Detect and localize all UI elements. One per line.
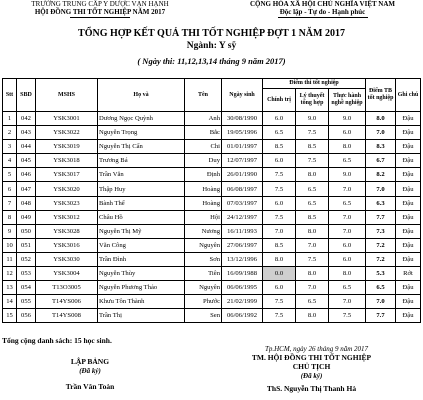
cell-ho: Nguyễn Phương Thảo: [98, 281, 185, 295]
cell-chinh-tri: 6.5: [263, 126, 296, 140]
cell-diem-tb: 5.3: [366, 267, 396, 281]
cell-dob: 16/11/1993: [222, 224, 263, 238]
cell-mshs: YSK3017: [36, 168, 98, 182]
header-stt: Stt: [3, 79, 17, 112]
cell-ghi-chu: Đậu: [396, 238, 421, 252]
table-row: [3, 281, 421, 295]
cell-ten: Tiên: [185, 267, 222, 281]
cell-dob: 30/08/1990: [222, 112, 263, 126]
cell-stt: 2: [3, 126, 17, 140]
cell-stt: 7: [3, 196, 17, 210]
cell-dob: 21/02/1999: [222, 295, 263, 309]
cell-chinh-tri: 8.0: [263, 252, 296, 266]
cell-sbd: 045: [17, 154, 36, 168]
cell-diem-tb: 6.7: [366, 154, 396, 168]
cell-chinh-tri: 6.0: [263, 196, 296, 210]
school-header: [0, 0, 200, 18]
cell-ghi-chu: Đậu: [396, 210, 421, 224]
cell-chinh-tri: 7.5: [263, 168, 296, 182]
cell-mshs: T14YS006: [36, 295, 98, 309]
cell-ghi-chu: Đậu: [396, 168, 421, 182]
header-ghi-chu: Ghi chú: [396, 79, 421, 112]
signature-block-right: [200, 353, 423, 393]
header-thuc-hanh: Thực hành nghề nghiệp: [329, 89, 366, 112]
table-row: [3, 224, 421, 238]
header-underline-right: [278, 17, 368, 18]
cell-diem-tb: 8.2: [366, 168, 396, 182]
cell-ly-thuyet: 8.0: [296, 267, 329, 281]
cell-stt: 6: [3, 182, 17, 196]
cell-sbd: 049: [17, 210, 36, 224]
cell-ho: Trần Đình: [98, 252, 185, 266]
chair-title-2: CHỦ TỊCH: [292, 362, 331, 371]
cell-ly-thuyet: 8.5: [296, 210, 329, 224]
cell-diem-tb: 8.0: [366, 112, 396, 126]
cell-mshs: YSK3004: [36, 267, 98, 281]
cell-ten: Nguyên: [185, 281, 222, 295]
cell-mshs: T13O3005: [36, 281, 98, 295]
cell-sbd: 050: [17, 224, 36, 238]
document-title: TỔNG HỢP KẾT QUẢ THI TỐT NGHIỆP ĐỢT 1 NĂM 2017: [78, 28, 345, 39]
signature-block-left: [0, 357, 180, 391]
cell-mshs: YSK3022: [36, 126, 98, 140]
header-diem-tb: Điểm TB tốt nghiệp: [366, 79, 396, 112]
cell-ly-thuyet: 8.0: [296, 224, 329, 238]
cell-sbd: 052: [17, 252, 36, 266]
cell-mshs: T14YS008: [36, 309, 98, 323]
cell-ho: Văn Công: [98, 238, 185, 252]
cell-ly-thuyet: 8.0: [296, 309, 329, 323]
cell-mshs: YSK3001: [36, 112, 98, 126]
table-row: [3, 295, 421, 309]
cell-chinh-tri: 6.0: [263, 112, 296, 126]
table-row: [3, 252, 421, 266]
cell-ten: Sen: [185, 309, 222, 323]
header-ho-va: Họ và: [98, 79, 185, 112]
cell-ten: Hội: [185, 210, 222, 224]
cell-ten: Anh: [185, 112, 222, 126]
total-count: Tổng cộng danh sách: 15 học sinh.: [2, 336, 112, 345]
cell-chinh-tri: 8.5: [263, 238, 296, 252]
national-header: [222, 0, 423, 18]
cell-ly-thuyet: 7.0: [296, 238, 329, 252]
cell-ho: Nguyễn Trọng: [98, 126, 185, 140]
header-underline-left: [70, 17, 130, 18]
table-row: [3, 154, 421, 168]
cell-chinh-tri: 6.0: [263, 154, 296, 168]
cell-ten: Nương: [185, 224, 222, 238]
cell-ten: Phước: [185, 295, 222, 309]
cell-dob: 24/12/1997: [222, 210, 263, 224]
cell-ghi-chu: Đậu: [396, 126, 421, 140]
cell-ghi-chu: Đậu: [396, 295, 421, 309]
cell-ly-thuyet: 6.5: [296, 295, 329, 309]
table-row: [3, 140, 421, 154]
cell-stt: 3: [3, 140, 17, 154]
cell-thuc-hanh: 9.0: [329, 112, 366, 126]
cell-ly-thuyet: 6.5: [296, 182, 329, 196]
cell-ho: Nguyễn Thùy: [98, 267, 185, 281]
cell-dob: 16/09/1988: [222, 267, 263, 281]
school-name: TRƯỜNG TRUNG CẤP Y DƯỢC VẠN HẠNH: [31, 0, 169, 8]
cell-diem-tb: 7.0: [366, 295, 396, 309]
cell-ho: Khưu Tôn Thành: [98, 295, 185, 309]
cell-ho: Châu Hồ: [98, 210, 185, 224]
cell-stt: 9: [3, 224, 17, 238]
cell-ten: Bắc: [185, 126, 222, 140]
cell-dob: 06/08/1997: [222, 182, 263, 196]
cell-ten: Nguyên: [185, 238, 222, 252]
table-row: [3, 112, 421, 126]
cell-thuc-hanh: 6.0: [329, 238, 366, 252]
header-ten: Tên: [185, 79, 222, 112]
table-row: [3, 309, 421, 323]
cell-dob: 01/01/1997: [222, 140, 263, 154]
cell-ly-thuyet: 6.5: [296, 196, 329, 210]
table-row: [3, 267, 421, 281]
cell-thuc-hanh: 6.0: [329, 126, 366, 140]
cell-ly-thuyet: 8.5: [296, 140, 329, 154]
cell-diem-tb: 7.2: [366, 238, 396, 252]
cell-dob: 07/03/1997: [222, 196, 263, 210]
cell-dob: 19/05/1996: [222, 126, 263, 140]
cell-sbd: 047: [17, 182, 36, 196]
cell-mshs: YSK3018: [36, 154, 98, 168]
cell-thuc-hanh: 8.0: [329, 267, 366, 281]
cell-chinh-tri: 7.5: [263, 210, 296, 224]
cell-mshs: YSK3016: [36, 238, 98, 252]
cell-sbd: 048: [17, 196, 36, 210]
cell-diem-tb: 6.5: [366, 281, 396, 295]
cell-dob: 06/06/1995: [222, 281, 263, 295]
cell-thuc-hanh: 6.5: [329, 196, 366, 210]
cell-ho: Nguyễn Thị Cẩn: [98, 140, 185, 154]
place-date: Tp.HCM, ngày 26 tháng 9 năm 2017: [264, 345, 369, 353]
cell-ten: Hoàng: [185, 182, 222, 196]
header-ly-thuyet: Lý thuyết tổng hợp: [296, 89, 329, 112]
preparer-name: Trần Văn Toàn: [65, 382, 115, 391]
cell-ho: Trần Văn: [98, 168, 185, 182]
cell-ghi-chu: Đậu: [396, 196, 421, 210]
cell-ho: Thập Huy: [98, 182, 185, 196]
cell-chinh-tri: 7.5: [263, 182, 296, 196]
cell-thuc-hanh: 6.5: [329, 154, 366, 168]
cell-chinh-tri: 8.5: [263, 140, 296, 154]
exam-dates: ( Ngày thi: 11,12,13,14 tháng 9 năm 2017): [137, 56, 286, 66]
cell-chinh-tri: 6.0: [263, 281, 296, 295]
cell-dob: 26/01/1990: [222, 168, 263, 182]
chair-name: ThS. Nguyễn Thị Thanh Hà: [266, 384, 357, 393]
cell-thuc-hanh: 7.0: [329, 210, 366, 224]
preparer-title: LẬP BẢNG: [70, 357, 110, 366]
cell-ghi-chu: Đậu: [396, 281, 421, 295]
cell-ten: Sơn: [185, 252, 222, 266]
cell-ghi-chu: Đậu: [396, 112, 421, 126]
table-row: [3, 126, 421, 140]
chair-signed-note: (Đã ký): [300, 372, 323, 380]
cell-thuc-hanh: 9.0: [329, 168, 366, 182]
header-mshs: MSHS: [36, 79, 98, 112]
cell-sbd: 043: [17, 126, 36, 140]
cell-sbd: 042: [17, 112, 36, 126]
table-row: [3, 196, 421, 210]
cell-dob: 27/06/1997: [222, 238, 263, 252]
cell-stt: 15: [3, 309, 17, 323]
results-table: [2, 78, 421, 323]
cell-sbd: 055: [17, 295, 36, 309]
cell-ho: Dương Ngọc Quỳnh: [98, 112, 185, 126]
cell-stt: 14: [3, 295, 17, 309]
cell-dob: 12/07/1997: [222, 154, 263, 168]
cell-ten: Định: [185, 168, 222, 182]
table-row: [3, 238, 421, 252]
table-row: [3, 210, 421, 224]
cell-stt: 8: [3, 210, 17, 224]
cell-ghi-chu: Đậu: [396, 182, 421, 196]
cell-diem-tb: 7.7: [366, 309, 396, 323]
cell-sbd: 053: [17, 267, 36, 281]
cell-ly-thuyet: 8.0: [296, 168, 329, 182]
cell-ten: Hoàng: [185, 196, 222, 210]
cell-ghi-chu: Rớt: [396, 267, 421, 281]
cell-ho: Trương Bá: [98, 154, 185, 168]
table-body: [3, 112, 421, 323]
cell-sbd: 046: [17, 168, 36, 182]
cell-stt: 13: [3, 281, 17, 295]
cell-diem-tb: 7.0: [366, 126, 396, 140]
cell-sbd: 044: [17, 140, 36, 154]
header-chinh-tri: Chính trị: [263, 89, 296, 112]
cell-sbd: 051: [17, 238, 36, 252]
cell-thuc-hanh: 7.0: [329, 295, 366, 309]
cell-ghi-chu: Đậu: [396, 224, 421, 238]
cell-stt: 5: [3, 168, 17, 182]
cell-diem-tb: 7.7: [366, 210, 396, 224]
table-row: [3, 168, 421, 182]
cell-diem-tb: 7.3: [366, 224, 396, 238]
cell-stt: 10: [3, 238, 17, 252]
cell-diem-tb: 8.3: [366, 140, 396, 154]
cell-mshs: YSK3012: [36, 210, 98, 224]
cell-ten: Chi: [185, 140, 222, 154]
cell-ly-thuyet: 7.5: [296, 252, 329, 266]
cell-ly-thuyet: 9.0: [296, 112, 329, 126]
cell-chinh-tri: 7.0: [263, 224, 296, 238]
cell-ghi-chu: Đậu: [396, 309, 421, 323]
table-row: [3, 182, 421, 196]
cell-dob: 13/12/1996: [222, 252, 263, 266]
header-sbd: SBD: [17, 79, 36, 112]
cell-ten: Duy: [185, 154, 222, 168]
council-name: HỘI ĐỒNG THI TỐT NGHIỆP NĂM 2017: [34, 8, 166, 16]
cell-ho: Trần Thị: [98, 309, 185, 323]
cell-ho: Nguyễn Thị Mỹ: [98, 224, 185, 238]
cell-thuc-hanh: 7.5: [329, 309, 366, 323]
cell-diem-tb: 6.3: [366, 196, 396, 210]
cell-mshs: YSK3030: [36, 252, 98, 266]
cell-dob: 06/06/1992: [222, 309, 263, 323]
cell-ly-thuyet: 7.0: [296, 281, 329, 295]
cell-stt: 11: [3, 252, 17, 266]
cell-sbd: 056: [17, 309, 36, 323]
cell-mshs: YSK3020: [36, 182, 98, 196]
chair-title-1: TM. HỘI ĐỒNG THI TỐT NGHIỆP: [251, 353, 372, 362]
cell-ly-thuyet: 7.5: [296, 126, 329, 140]
cell-chinh-tri: 7.5: [263, 309, 296, 323]
cell-thuc-hanh: 7.0: [329, 182, 366, 196]
cell-thuc-hanh: 8.0: [329, 140, 366, 154]
cell-ho: Bành Thế: [98, 196, 185, 210]
cell-ghi-chu: Đậu: [396, 154, 421, 168]
national-name: CỘNG HÒA XÃ HỘI CHỦ NGHĨA VIỆT NAM: [249, 0, 395, 8]
cell-thuc-hanh: 6.0: [329, 252, 366, 266]
cell-mshs: YSK3023: [36, 196, 98, 210]
cell-chinh-tri: 7.5: [263, 295, 296, 309]
cell-chinh-tri: 0.0: [263, 267, 296, 281]
header-diem-group: Điểm thi tốt nghiệp: [263, 79, 366, 89]
cell-sbd: 054: [17, 281, 36, 295]
cell-diem-tb: 7.2: [366, 252, 396, 266]
cell-diem-tb: 7.0: [366, 182, 396, 196]
cell-stt: 4: [3, 154, 17, 168]
cell-mshs: YSK3019: [36, 140, 98, 154]
preparer-signed-note: (Đã ký): [79, 367, 101, 375]
cell-ghi-chu: Đậu: [396, 252, 421, 266]
cell-mshs: YSK3028: [36, 224, 98, 238]
cell-ghi-chu: Đậu: [396, 140, 421, 154]
header-ngay-sinh: Ngày sinh: [222, 79, 263, 112]
cell-thuc-hanh: 6.5: [329, 281, 366, 295]
cell-stt: 12: [3, 267, 17, 281]
major-label: Ngành: Y sỹ: [186, 41, 237, 51]
cell-stt: 1: [3, 112, 17, 126]
national-motto: Độc lập - Tự do - Hạnh phúc: [279, 8, 366, 16]
cell-ly-thuyet: 7.5: [296, 154, 329, 168]
cell-thuc-hanh: 7.0: [329, 224, 366, 238]
